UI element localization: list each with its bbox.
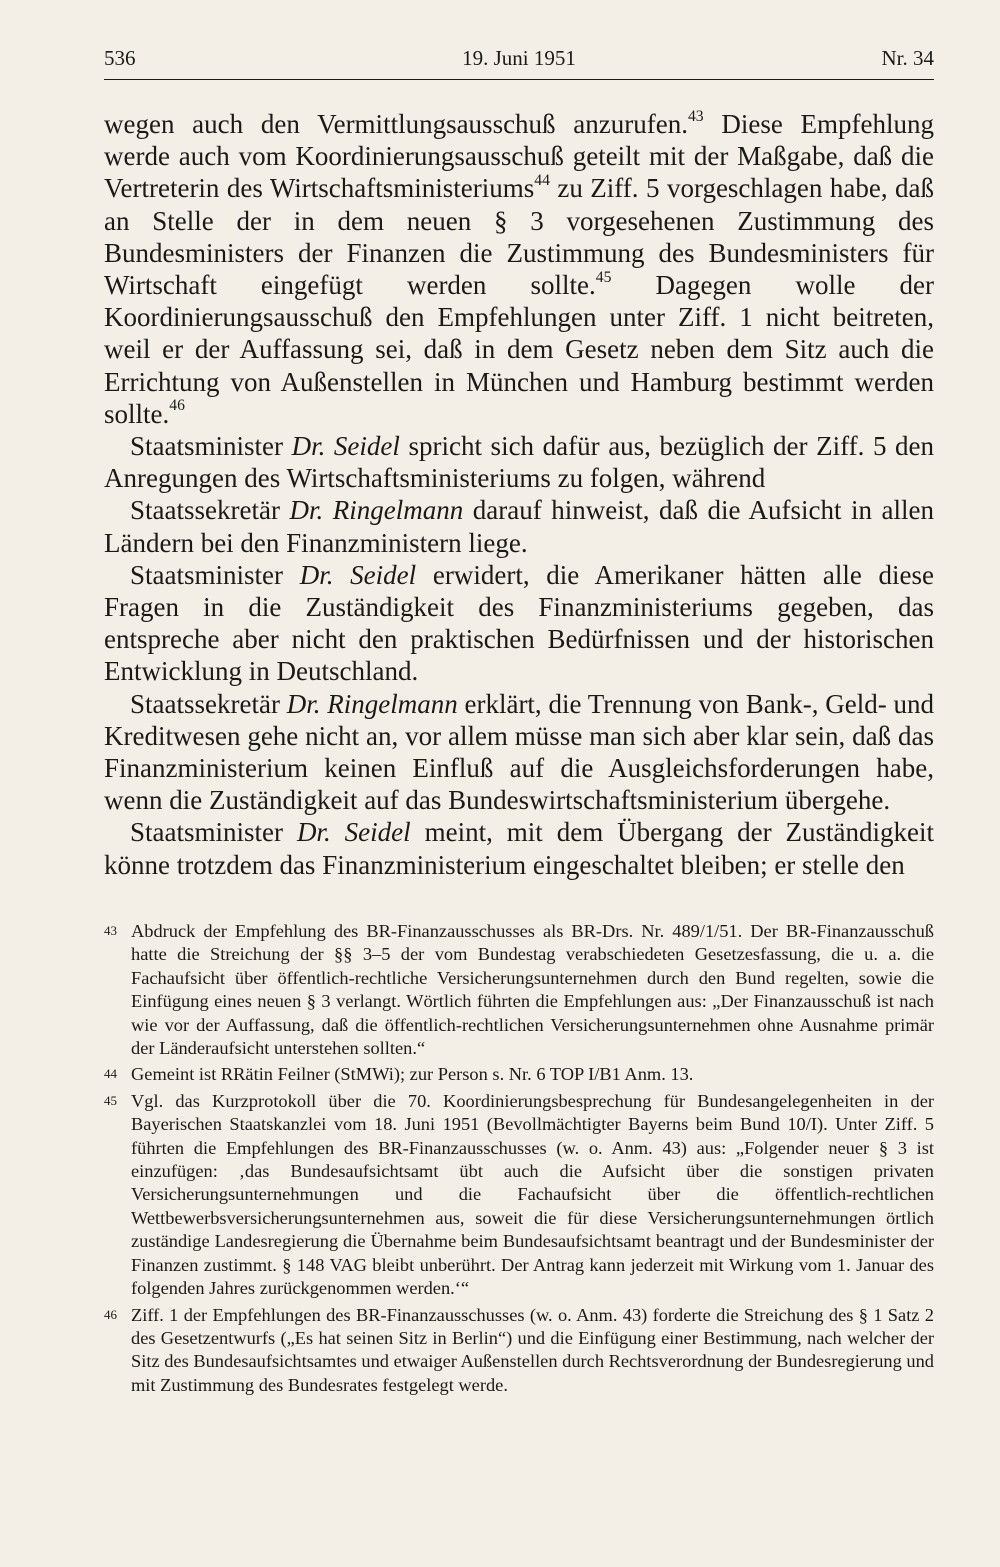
- footnote-44: [104, 1063, 934, 1086]
- speaker-name: Dr. Seidel: [296, 817, 411, 848]
- paragraph-text: Dagegen wolle der Koordinierungsausschuß den Empfehlungen unter Ziff. 1 nicht beitreten, weil er der Auffassung sei, daß in dem Gesetz neben dem Sitz auch die Errichtung von Außenstellen in München und Hamburg bestimmt werden sollte.: [104, 270, 934, 429]
- footnote-ref-46[interactable]: 46: [169, 397, 185, 415]
- paragraph-text: meint, mit dem Übergang der Zuständigkeit könne trotzdem das Finanzministerium eingeschaltet bleiben; er stelle den: [104, 817, 934, 880]
- paragraph-text: darauf hinweist, daß die Aufsicht in allen Ländern bei den Finanzministern liege.: [104, 495, 934, 558]
- footnote-43: [104, 920, 934, 1060]
- speaker-name: Dr. Seidel: [291, 431, 400, 462]
- footnote-mark: 44: [104, 1066, 117, 1082]
- footnote-mark: 43: [104, 923, 117, 938]
- footnote-mark: 46: [104, 1306, 117, 1322]
- paragraph-6: [104, 816, 934, 880]
- paragraph-text: zu Ziff. 5 vorgeschlagen habe, daß an Stelle der in dem neuen § 3 vorgesehenen Zustimmung des Bundesministers der Finanzen die Zustimmung des Bundesministers für Wirtschaft eingefügt werden sollte.: [104, 173, 935, 301]
- footnote-ref-45[interactable]: 45: [595, 268, 612, 286]
- speaker-title: Staatsminister: [130, 817, 297, 848]
- footnote-mark: 45: [104, 1092, 117, 1108]
- footnote-46: [104, 1304, 934, 1398]
- speaker-title: Staatsminister: [130, 559, 300, 590]
- paragraph-1: [104, 108, 934, 430]
- paragraph-text: Diese Empfehlung werde auch vom Koordinierungsausschuß geteilt mit der Maßgabe, daß die Vertreterin des Wirtschaftsministeriums: [104, 109, 935, 204]
- paragraph-3: [104, 494, 934, 558]
- footnote-text: Gemeint ist RRätin Feilner (StMWi); zur Person s. Nr. 6 TOP I/B1 Anm. 13.: [131, 1064, 694, 1085]
- running-header: [104, 44, 934, 80]
- speaker-name: Dr. Seidel: [299, 559, 417, 590]
- footnote-text: Abdruck der Empfehlung des BR-Finanzausschusses als BR-Drs. Nr. 489/1/51. Der BR-Finanzausschuß hatte die Streichung der §§ 3–5 der vom Bundestag verabschiedeten Gesetzesfassung, die u. a. die Fachaufsicht über öffentlich-rechtliche Versicherungsunternehmen durch den Bund regelten, sowie die Einfügung eines neuen § 3 verlangt. Wörtlich führten die Empfehlungen aus: „Der Finanzausschuß ist nach wie vor der Auffassung, daß die öffentlich-rechtlichen Versicherungsunternehmen ohne Ausnahme primär der Länderaufsicht unterstehen sollten.“: [131, 921, 934, 1059]
- paragraph-5: [104, 688, 934, 817]
- speaker-title: Staatssekretär: [130, 495, 290, 526]
- paragraph-text: wegen auch den Vermittlungsausschuß anzurufen.: [104, 109, 688, 139]
- paragraph-text: spricht sich dafür aus, bezüglich der Ziff. 5 den Anregungen des Wirtschaftsministeriums zu folgen, während: [104, 431, 935, 494]
- paragraph-4: [104, 559, 934, 688]
- footnote-text: Ziff. 1 der Empfehlungen des BR-Finanzausschusses (w. o. Anm. 43) forderte die Streichung des § 1 Satz 2 des Gesetzentwurfs („Es hat seinen Sitz in Berlin“) und die Einfügung einer Bestimmung, nach welcher der Sitz des Bundesaufsichtsamtes und etwaiger Außenstellen durch Rechtsverordnung der Bundesregierung und mit Zustimmung des Bundesrates festgelegt werde.: [131, 1304, 934, 1395]
- page-number: 536: [104, 46, 136, 70]
- header-date: 19. Juni 1951: [462, 46, 576, 70]
- footnote-text: Vgl. das Kurzprotokoll über die 70. Koordinierungsbesprechung für Bundesangelegenheiten in der Bayerischen Staatskanzlei vom 18. Juni 1951 (Bevollmächtigter Bayerns beim Bund 10/I). Unter Ziff. 5 führten die Empfehlungen des BR-Finanzausschusses (w. o. Anm. 43) aus: „Folgender neuer § 3 ist einzufügen: ‚das Bundesaufsichtsamt übt auch die Aufsicht über die sonstigen privaten Versicherungsunternehmungen und die Fachaufsicht über die öffentlich-rechtlichen Wettbewerbsversicherungsunternehmen aus, soweit die für diese Versicherungsunternehmungen örtlich zuständige Landesregierung die Übernahme beim Bundesaufsichtsamt beantragt und der Bundesminister der Finanzen zustimmt. § 148 VAG bleibt unberührt. Der Antrag kann jederzeit mit Wirkung vom 1. Januar des folgenden Jahres zurückgenommen werden.‘“: [131, 1090, 934, 1299]
- speaker-name: Dr. Ringelmann: [286, 688, 458, 719]
- speaker-title: Staatsminister: [130, 431, 292, 462]
- main-text: [104, 108, 934, 881]
- paragraph-text: erwidert, die Amerikaner hätten alle diese Fragen in die Zuständigkeit des Finanzministeriums gegeben, das entspreche aber nicht den praktischen Bedürfnissen und der historischen Entwicklung in Deutschland.: [104, 559, 934, 687]
- footnotes: [104, 920, 934, 1400]
- document-number: Nr. 34: [881, 46, 934, 70]
- speaker-title: Staatssekretär: [130, 688, 287, 719]
- header-rule: [104, 79, 934, 80]
- speaker-name: Dr. Ringelmann: [289, 495, 464, 526]
- paragraph-text: erklärt, die Trennung von Bank-, Geld- und Kreditwesen gehe nicht an, vor allem müsse man sich aber klar sein, daß das Finanzministerium keinen Einfluß auf die Ausgleichsforderungen habe, wenn die Zuständigkeit auf das Bundeswirtschaftsministerium übergehe.: [104, 688, 934, 816]
- footnote-ref-44[interactable]: 44: [534, 172, 550, 190]
- footnote-45: [104, 1090, 934, 1301]
- footnote-ref-43[interactable]: 43: [687, 107, 704, 125]
- paragraph-2: [104, 430, 934, 494]
